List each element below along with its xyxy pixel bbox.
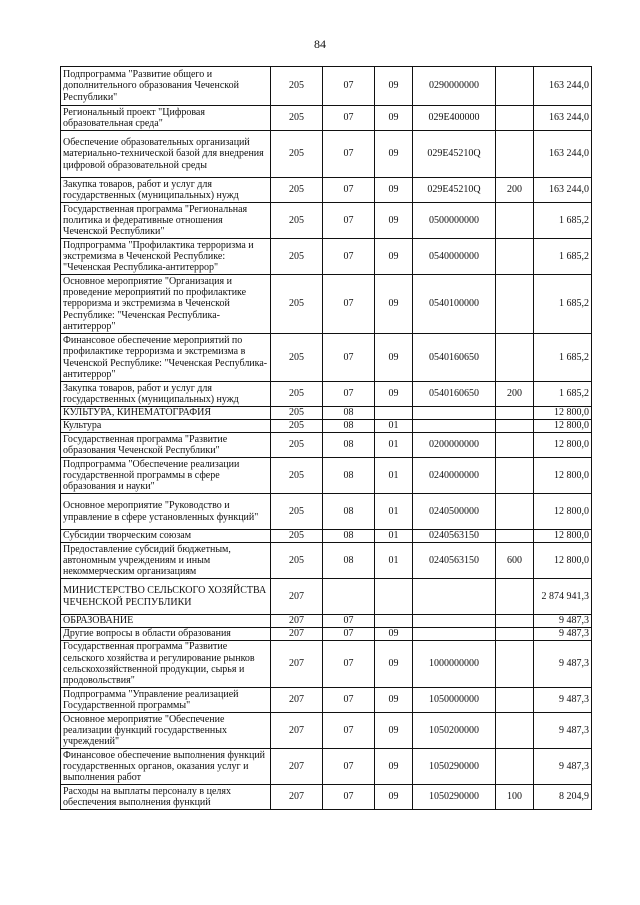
- ministry-code: 207: [271, 688, 323, 713]
- section-code: 07: [323, 239, 375, 275]
- amount: 12 800,0: [534, 407, 592, 420]
- target-article-code: 029E45210Q: [413, 178, 496, 203]
- amount: 12 800,0: [534, 530, 592, 543]
- expense-type-code: 600: [496, 543, 534, 579]
- table-row: [61, 494, 592, 530]
- target-article-code: 0240563150: [413, 530, 496, 543]
- subsection-code: 01: [375, 494, 413, 530]
- amount: 163 244,0: [534, 178, 592, 203]
- table-row: [61, 239, 592, 275]
- subsection-code: 09: [375, 641, 413, 688]
- section-code: 07: [323, 382, 375, 407]
- amount: 163 244,0: [534, 131, 592, 178]
- amount: 9 487,3: [534, 615, 592, 628]
- target-article-code: 1050200000: [413, 713, 496, 749]
- expense-type-code: [496, 641, 534, 688]
- target-article-code: 1050290000: [413, 785, 496, 810]
- section-code: 07: [323, 334, 375, 382]
- ministry-code: 205: [271, 239, 323, 275]
- row-name: Основное мероприятие "Руководство и управление в сфере установленных функций": [61, 494, 271, 530]
- amount: 1 685,2: [534, 334, 592, 382]
- subsection-code: 09: [375, 334, 413, 382]
- ministry-code: 205: [271, 458, 323, 494]
- subsection-code: 09: [375, 785, 413, 810]
- ministry-code: 205: [271, 543, 323, 579]
- table-row: [61, 382, 592, 407]
- row-name: Основное мероприятие "Организация и проведение мероприятий по профилактике терроризма и экстремизма в Чеченской Республике: "Чеченская Республика-антитеррор": [61, 275, 271, 334]
- amount: 1 685,2: [534, 203, 592, 239]
- target-article-code: [413, 420, 496, 433]
- subsection-code: 09: [375, 688, 413, 713]
- page-number: 84: [314, 37, 326, 51]
- section-code: 08: [323, 420, 375, 433]
- expense-type-code: 100: [496, 785, 534, 810]
- expense-type-code: 200: [496, 178, 534, 203]
- table-row: [61, 543, 592, 579]
- row-name: Финансовое обеспечение мероприятий по профилактике терроризма и экстремизма в Чеченской Республике: "Чеченская Республика-антитеррор": [61, 334, 271, 382]
- subsection-code: [375, 579, 413, 615]
- target-article-code: 1000000000: [413, 641, 496, 688]
- subsection-code: 09: [375, 382, 413, 407]
- ministry-code: 205: [271, 334, 323, 382]
- row-name: Подпрограмма "Управление реализацией Государственной программы": [61, 688, 271, 713]
- table-row: [61, 131, 592, 178]
- section-code: 08: [323, 543, 375, 579]
- section-code: 07: [323, 615, 375, 628]
- ministry-code: 205: [271, 67, 323, 106]
- table-row: [61, 749, 592, 785]
- section-code: 07: [323, 688, 375, 713]
- subsection-code: 09: [375, 628, 413, 641]
- subsection-code: 09: [375, 131, 413, 178]
- expense-type-code: [496, 203, 534, 239]
- amount: 12 800,0: [534, 458, 592, 494]
- expense-type-code: [496, 407, 534, 420]
- ministry-code: 207: [271, 628, 323, 641]
- section-code: 08: [323, 433, 375, 458]
- subsection-code: [375, 615, 413, 628]
- target-article-code: 1050000000: [413, 688, 496, 713]
- table-row: [61, 420, 592, 433]
- ministry-code: 207: [271, 785, 323, 810]
- row-name: Региональный проект "Цифровая образовательная среда": [61, 106, 271, 131]
- row-name: Государственная программа "Региональная политика и федеративные отношения Чеченской Республики": [61, 203, 271, 239]
- table-row: [61, 433, 592, 458]
- target-article-code: [413, 579, 496, 615]
- ministry-code: 205: [271, 420, 323, 433]
- ministry-code: 205: [271, 131, 323, 178]
- amount: 1 685,2: [534, 275, 592, 334]
- section-code: 07: [323, 67, 375, 106]
- amount: 2 874 941,3: [534, 579, 592, 615]
- section-code: 07: [323, 203, 375, 239]
- expense-type-code: [496, 530, 534, 543]
- target-article-code: 0540000000: [413, 239, 496, 275]
- target-article-code: 0200000000: [413, 433, 496, 458]
- subsection-code: 01: [375, 530, 413, 543]
- section-code: [323, 579, 375, 615]
- row-name: КУЛЬТУРА, КИНЕМАТОГРАФИЯ: [61, 407, 271, 420]
- expense-type-code: [496, 239, 534, 275]
- expense-type-code: [496, 494, 534, 530]
- target-article-code: 0540160650: [413, 382, 496, 407]
- row-name: Культура: [61, 420, 271, 433]
- section-code: 08: [323, 494, 375, 530]
- ministry-code: 205: [271, 494, 323, 530]
- table-row: [61, 203, 592, 239]
- subsection-code: 09: [375, 67, 413, 106]
- ministry-code: 205: [271, 530, 323, 543]
- row-name: Основное мероприятие "Обеспечение реализации функций государственных учреждений": [61, 713, 271, 749]
- row-name: Закупка товаров, работ и услуг для государственных (муниципальных) нужд: [61, 382, 271, 407]
- expense-type-code: [496, 458, 534, 494]
- target-article-code: 0540160650: [413, 334, 496, 382]
- expense-type-code: [496, 615, 534, 628]
- amount: 9 487,3: [534, 749, 592, 785]
- target-article-code: [413, 407, 496, 420]
- ministry-code: 205: [271, 382, 323, 407]
- table-row: [61, 530, 592, 543]
- row-name: Финансовое обеспечение выполнения функций государственных органов, оказания услуг и выполнения работ: [61, 749, 271, 785]
- table-row: [61, 106, 592, 131]
- section-code: 08: [323, 407, 375, 420]
- amount: 9 487,3: [534, 688, 592, 713]
- row-name: Закупка товаров, работ и услуг для государственных (муниципальных) нужд: [61, 178, 271, 203]
- target-article-code: 0290000000: [413, 67, 496, 106]
- expense-type-code: [496, 579, 534, 615]
- section-code: 07: [323, 749, 375, 785]
- row-name: Подпрограмма "Обеспечение реализации государственной программы в сфере образования и науки": [61, 458, 271, 494]
- expense-type-code: [496, 749, 534, 785]
- row-name: Субсидии творческим союзам: [61, 530, 271, 543]
- row-name: Подпрограмма "Профилактика терроризма и экстремизма в Чеченской Республике: "Чеченская Республика-антитеррор": [61, 239, 271, 275]
- row-name: Другие вопросы в области образования: [61, 628, 271, 641]
- subsection-code: 01: [375, 543, 413, 579]
- row-name: Государственная программа "Развитие образования Чеченской Республики": [61, 433, 271, 458]
- amount: 9 487,3: [534, 641, 592, 688]
- expense-type-code: [496, 433, 534, 458]
- row-name: Обеспечение образовательных организаций материально-технической базой для внедрения цифровой образовательной среды: [61, 131, 271, 178]
- table-row: [61, 458, 592, 494]
- target-article-code: [413, 615, 496, 628]
- target-article-code: 0240563150: [413, 543, 496, 579]
- table-row: [61, 713, 592, 749]
- expense-type-code: [496, 131, 534, 178]
- row-name: Подпрограмма "Развитие общего и дополнительного образования Чеченской Республики": [61, 67, 271, 106]
- expense-type-code: [496, 420, 534, 433]
- subsection-code: 01: [375, 420, 413, 433]
- amount: 1 685,2: [534, 239, 592, 275]
- expense-type-code: [496, 334, 534, 382]
- ministry-code: 207: [271, 615, 323, 628]
- table-row: [61, 334, 592, 382]
- table-row: [61, 615, 592, 628]
- subsection-code: 09: [375, 275, 413, 334]
- amount: 12 800,0: [534, 494, 592, 530]
- section-code: 07: [323, 106, 375, 131]
- table-row: [61, 641, 592, 688]
- amount: 12 800,0: [534, 433, 592, 458]
- table-row: [61, 579, 592, 615]
- expense-type-code: [496, 275, 534, 334]
- ministry-code: 205: [271, 275, 323, 334]
- table-row: [61, 688, 592, 713]
- table-row: [61, 407, 592, 420]
- ministry-code: 207: [271, 641, 323, 688]
- ministry-code: 207: [271, 749, 323, 785]
- subsection-code: 01: [375, 433, 413, 458]
- amount: 1 685,2: [534, 382, 592, 407]
- expense-type-code: [496, 106, 534, 131]
- budget-table: [60, 66, 592, 810]
- ministry-code: 205: [271, 433, 323, 458]
- table-row: [61, 785, 592, 810]
- target-article-code: 1050290000: [413, 749, 496, 785]
- expense-type-code: [496, 628, 534, 641]
- section-code: 07: [323, 785, 375, 810]
- ministry-code: 207: [271, 713, 323, 749]
- target-article-code: 029E400000: [413, 106, 496, 131]
- subsection-code: 01: [375, 458, 413, 494]
- expense-type-code: [496, 713, 534, 749]
- row-name: Расходы на выплаты персоналу в целях обеспечения выполнения функций: [61, 785, 271, 810]
- ministry-code: 205: [271, 203, 323, 239]
- expense-type-code: [496, 67, 534, 106]
- section-code: 07: [323, 178, 375, 203]
- target-article-code: 0240500000: [413, 494, 496, 530]
- subsection-code: 09: [375, 239, 413, 275]
- section-code: 07: [323, 275, 375, 334]
- amount: 9 487,3: [534, 628, 592, 641]
- ministry-code: 205: [271, 407, 323, 420]
- subsection-code: 09: [375, 106, 413, 131]
- section-code: 07: [323, 131, 375, 178]
- subsection-code: 09: [375, 749, 413, 785]
- table-row: [61, 178, 592, 203]
- row-name: ОБРАЗОВАНИЕ: [61, 615, 271, 628]
- subsection-code: [375, 407, 413, 420]
- amount: 8 204,9: [534, 785, 592, 810]
- budget-table-body: [61, 67, 592, 810]
- target-article-code: 0500000000: [413, 203, 496, 239]
- expense-type-code: 200: [496, 382, 534, 407]
- ministry-code: 207: [271, 579, 323, 615]
- subsection-code: 09: [375, 713, 413, 749]
- amount: 163 244,0: [534, 67, 592, 106]
- ministry-code: 205: [271, 106, 323, 131]
- table-row: [61, 275, 592, 334]
- amount: 9 487,3: [534, 713, 592, 749]
- row-name: Государственная программа "Развитие сельского хозяйства и регулирование рынков сельскохозяйственной продукции, сырья и продовольствия": [61, 641, 271, 688]
- amount: 12 800,0: [534, 420, 592, 433]
- subsection-code: 09: [375, 203, 413, 239]
- section-code: 07: [323, 641, 375, 688]
- expense-type-code: [496, 688, 534, 713]
- section-code: 07: [323, 628, 375, 641]
- target-article-code: [413, 628, 496, 641]
- target-article-code: 0540100000: [413, 275, 496, 334]
- section-code: 08: [323, 530, 375, 543]
- subsection-code: 09: [375, 178, 413, 203]
- table-row: [61, 628, 592, 641]
- amount: 12 800,0: [534, 543, 592, 579]
- section-code: 08: [323, 458, 375, 494]
- table-row: [61, 67, 592, 106]
- row-name: МИНИСТЕРСТВО СЕЛЬСКОГО ХОЗЯЙСТВА ЧЕЧЕНСКОЙ РЕСПУБЛИКИ: [61, 579, 271, 615]
- section-code: 07: [323, 713, 375, 749]
- ministry-code: 205: [271, 178, 323, 203]
- target-article-code: 0240000000: [413, 458, 496, 494]
- row-name: Предоставление субсидий бюджетным, автономным учреждениям и иным некоммерческим организациям: [61, 543, 271, 579]
- target-article-code: 029E45210Q: [413, 131, 496, 178]
- amount: 163 244,0: [534, 106, 592, 131]
